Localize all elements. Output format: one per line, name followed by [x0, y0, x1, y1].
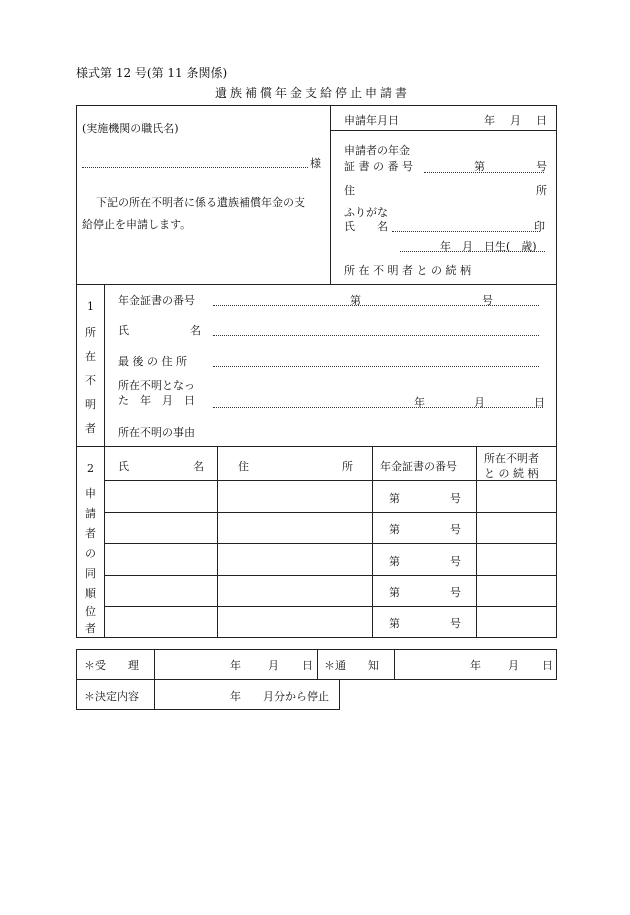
section1-side-3: 在 [85, 350, 96, 363]
missing-name-field[interactable] [213, 335, 539, 336]
row5-dai: 第 [389, 617, 400, 630]
furigana-label: ふりがな [344, 206, 388, 219]
birth-text: 年 月 日生( 歳) [440, 240, 537, 253]
section1-side-1: 1 [87, 300, 94, 313]
row5-go: 号 [450, 617, 461, 630]
receipt-year: 年 [230, 659, 241, 672]
missing-name-label2: 名 [190, 324, 201, 337]
missing-cert-go: 号 [482, 294, 493, 307]
cert-go: 号 [536, 160, 547, 173]
date-month: 月 [510, 114, 521, 127]
row1-dai: 第 [389, 492, 400, 505]
row4-dai: 第 [389, 586, 400, 599]
form-number: 様式第 12 号(第 11 条関係) [76, 66, 228, 80]
notice-day: 日 [542, 659, 553, 672]
top-section-bottom [76, 284, 557, 285]
section2-side-2: 申 [85, 487, 96, 500]
col-header-addr1: 住 [238, 460, 249, 473]
decision-text: 年 月分から停止 [230, 690, 329, 703]
receipt-divider-1 [154, 649, 155, 680]
col-header-rel2: と の 続 柄 [484, 467, 539, 480]
missing-cert-label: 年金証書の番号 [118, 294, 195, 307]
receipt-label: ＊受 理 [84, 659, 139, 672]
col-divider-3 [476, 446, 477, 638]
col-divider-2 [372, 446, 373, 638]
section2-side-7: 順 [85, 587, 96, 600]
col-header-name2: 名 [193, 460, 204, 473]
address-label2: 所 [536, 184, 547, 197]
sama-label: 様 [310, 157, 321, 170]
missing-date-label1: 所在不明となっ [118, 379, 195, 392]
name-label: 氏 名 [344, 220, 388, 233]
col-divider-1 [217, 446, 218, 638]
row4-go: 号 [450, 586, 461, 599]
address-label: 住 [344, 184, 355, 197]
request-text-line2: 給停止を申請します。 [82, 218, 192, 231]
seal-mark: 印 [534, 220, 545, 233]
date-row-line [330, 130, 557, 131]
col-header-cert: 年金証書の番号 [380, 460, 457, 473]
receipt-divider-2 [317, 649, 318, 680]
col-header-rel1: 所在不明者 [484, 452, 539, 465]
cert-label-line1: 申請者の年金 [344, 144, 410, 157]
decision-label: ＊決定内容 [84, 690, 139, 703]
missing-date-field[interactable] [213, 407, 543, 408]
missing-date-year: 年 [414, 396, 425, 409]
missing-date-label2: た 年 月 日 [118, 394, 195, 407]
col-header-name1: 氏 [118, 460, 129, 473]
section2-side-5: の [85, 547, 96, 560]
section2-row-line-2 [104, 543, 557, 544]
row1-go: 号 [450, 492, 461, 505]
notice-label: ＊通 知 [324, 659, 379, 672]
application-date-label: 申請年月日 [344, 114, 399, 127]
last-address-label: 最 後 の 住 所 [118, 355, 187, 368]
main-form [76, 105, 557, 638]
row2-dai: 第 [389, 523, 400, 536]
notice-month: 月 [508, 659, 519, 672]
applicant-name-field[interactable] [392, 231, 540, 232]
section2-side-8: 位 [85, 605, 96, 618]
row2-go: 号 [450, 523, 461, 536]
cert-label-line2: 証 書 の 番 号 [344, 160, 413, 173]
section2-side-4: 者 [85, 527, 96, 540]
date-day: 日 [536, 114, 547, 127]
missing-date-day: 日 [534, 396, 545, 409]
section1-side-5: 明 [85, 398, 96, 411]
missing-cert-dai: 第 [350, 294, 361, 307]
col-header-addr2: 所 [342, 460, 353, 473]
top-divider [330, 105, 331, 284]
section1-side-2: 所 [85, 326, 96, 339]
row3-go: 号 [450, 555, 461, 568]
receipt-month: 月 [268, 659, 279, 672]
notice-year: 年 [470, 659, 481, 672]
cert-dai: 第 [474, 160, 485, 173]
missing-date-month: 月 [474, 396, 485, 409]
section2-row-line-4 [104, 606, 557, 607]
section2-side-3: 請 [85, 507, 96, 520]
request-text-line1: 下記の所在不明者に係る遺族補償年金の支 [96, 196, 305, 209]
section1-side-divider [104, 284, 105, 638]
section2-side-6: 同 [85, 567, 96, 580]
agency-name-field[interactable] [82, 167, 308, 168]
section2-row-line-3 [104, 575, 557, 576]
relationship-label: 所 在 不 明 者 と の 続 柄 [344, 264, 471, 277]
section2-side-1: 2 [87, 462, 94, 475]
reason-label: 所在不明の事由 [118, 426, 195, 439]
section1-side-6: 者 [85, 422, 96, 435]
receipt-divider-3 [394, 649, 395, 680]
section2-side-9: 者 [85, 622, 96, 635]
section1-bottom [76, 446, 557, 447]
date-year: 年 [484, 114, 495, 127]
section2-row-line-1 [104, 512, 557, 513]
missing-name-label1: 氏 [118, 324, 129, 337]
section1-side-4: 不 [85, 374, 96, 387]
agency-label: (実施機関の職氏名) [82, 122, 179, 135]
decision-divider [154, 679, 155, 710]
form-title: 遺族補償年金支給停止申請書 [215, 86, 411, 100]
receipt-day: 日 [302, 659, 313, 672]
last-address-field[interactable] [213, 366, 539, 367]
row3-dai: 第 [389, 555, 400, 568]
